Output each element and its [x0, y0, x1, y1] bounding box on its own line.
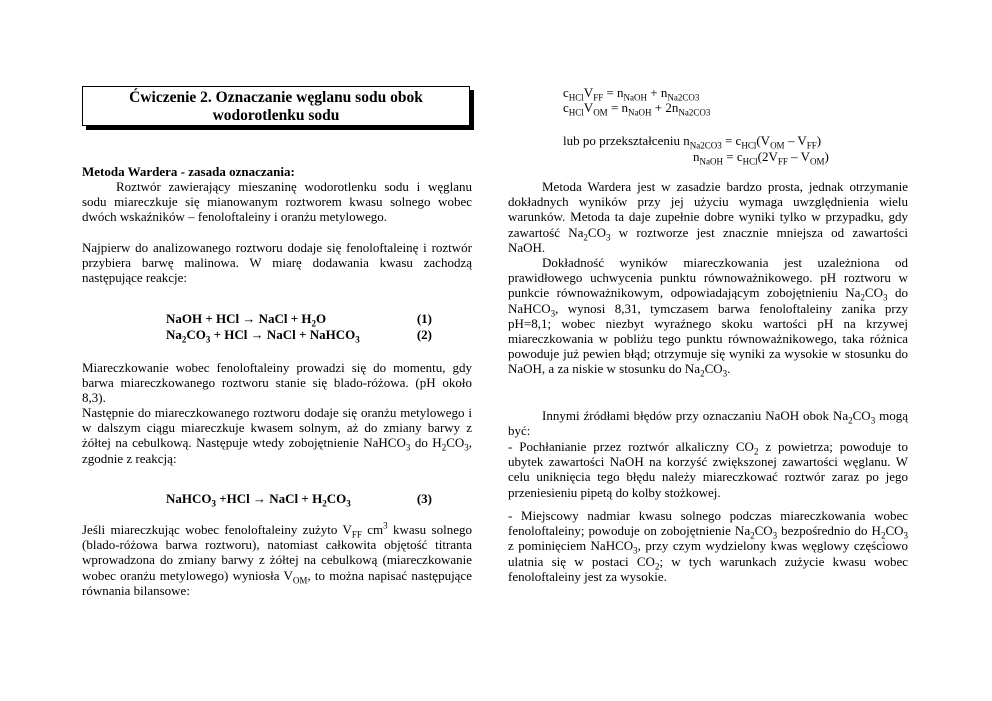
equation-3-number: (3) — [416, 491, 432, 506]
equation-1-number: (1) — [416, 311, 432, 326]
balance-equation-1: $c_{HCl}V_{FF} = n_{NaOH} + n_{Na2CO3}$ — [563, 85, 700, 103]
equation-2-number: (2) — [416, 327, 432, 342]
paragraph-co2-absorption: - Pochłanianie przez roztwór alkaliczny $CO_2$ z powietrza; powoduje to ubytek zawartości NaOH na korzyść zwiększonej zawartości węglanu. W celu uniknięcia tego błędu należy miareczkować roztwór zaraz po jego przeniesieniu pipetą do kolby stożkowej. — [508, 439, 908, 500]
paragraph-accuracy: Dokładność wyników miareczkowania jest uzależniona od prawidłowego uchwycenia punktu równoważnikowego. pH roztworu w punkcie równoważnikowym, odpowiadającym zobojętnieniu $Na_2CO_3$ do NaHCO$_3$, wynosi 8,31, tymczasem barwa fenoloftaleiny zanika przy pH=8,1; wobec niezbyt wyraźnego skoku wartości pH na krzywej miareczkowania w pobliżu tego punktu równoważnikowego, taka różnica powoduje już pewien błąd; otrzymuje się wyniki za wysokie w stosunku do NaOH, a za niskie w stosunku do $Na_2CO_3$. — [508, 255, 908, 380]
paragraph-second-step: Następnie do miareczkowanego roztworu dodaje się oranżu metylowego i w dalszym ciągu miareczkuje kwasem solnym, aż do zmiany barwy z żółtej na cebulkową. Następuje wtedy zobojętnienie NaHCO$_3$ do $H_2CO_3$, zgodnie z reakcją: — [82, 405, 473, 466]
section-heading: Metoda Wardera - zasada oznaczania: — [82, 164, 295, 179]
title-line-1: Ćwiczenie 2. Oznaczanie węglanu sodu obok — [129, 89, 423, 106]
equation-1: NaOH + HCl → NaCl + $H_2O$ (1) — [166, 311, 432, 329]
paragraph-local-excess: - Miejscowy nadmiar kwasu solnego podczas miareczkowania wobec fenoloftaleiny; powoduje on zobojętnienie $Na_2CO_3$ bezpośrednio do $H_2CO_3$ z pominięciem NaHCO$_3$, przy czym wydzielony kwas węglowy częściowo ulatnia się w postaci $CO_2$; w tych warunkach zużycie kwasu wobec fenoloftaleiny jest za wysokie. — [508, 508, 908, 584]
paragraph-first-step: Najpierw do analizowanego roztworu dodaje się fenoloftaleinę i roztwór przybiera barwę malinowa. W miarę dodawania kwasu zachodzą następujące reakcje: — [82, 240, 472, 286]
title-line-2: wodorotlenku sodu — [212, 107, 340, 124]
paragraph-method-notes: Metoda Wardera jest w zasadzie bardzo prosta, jednak otrzymanie dokładnych wyników przy jej użyciu wymaga uwzględnienia wielu warunków. Metoda ta daje zupełnie dobre wyniki tylko w przypadku, gdy zawartość $Na_2CO_3$ w roztworze jest znacznie mniejsza od zawartości NaOH. — [508, 179, 908, 255]
exercise-title — [82, 86, 470, 126]
paragraph-intro: Roztwór zawierający mieszaninę wodorotlenku sodu i węglanu sodu miareczkuje się mianowanym roztworem kwasu solnego wobec dwóch wskaźników – fenoloftaleiny i oranżu metylowego. — [82, 179, 472, 225]
transformed-equation-1: lub po przekształceniu $n_{Na2CO3} = c_{HCl}(V_{OM} - V_{FF})$ — [563, 133, 822, 151]
transformed-equation-2: $n_{NaOH} = c_{HCl}(2V_{FF} - V_{OM})$ — [693, 149, 829, 167]
paragraph-error-sources: Innymi źródłami błędów przy oznaczaniu NaOH obok $Na_2CO_3$ mogą być: — [508, 408, 908, 439]
paragraph-titration: Miareczkowanie wobec fenoloftaleiny prowadzi się do momentu, gdy barwa miareczkowanego roztworu stanie się blado-różowa. (pH około 8,3). — [82, 360, 472, 406]
equation-3: NaHCO$_3$ +HCl → NaCl + $H_2CO_3$ (3) — [166, 491, 432, 509]
equation-2: $Na_2CO_3$ + HCl → NaCl + NaHCO$_3$ (2) — [166, 327, 432, 345]
paragraph-balance: Jeśli miareczkując wobec fenoloftaleiny zużyto $V_{FF}$ $cm^3$ kwasu solnego (blado-różowa barwa roztworu), natomiast całkowita objętość titranta wprowadzona do zmiany barwy z żółtej na cebulkową (miareczkowanie wobec oranżu metylowego) wyniosła $V_{OM}$, to można napisać następujące równania bilansowe: — [82, 520, 472, 598]
balance-equation-2: $c_{HCl}V_{OM} = n_{NaOH} + 2n_{Na2CO3}$ — [563, 100, 711, 118]
